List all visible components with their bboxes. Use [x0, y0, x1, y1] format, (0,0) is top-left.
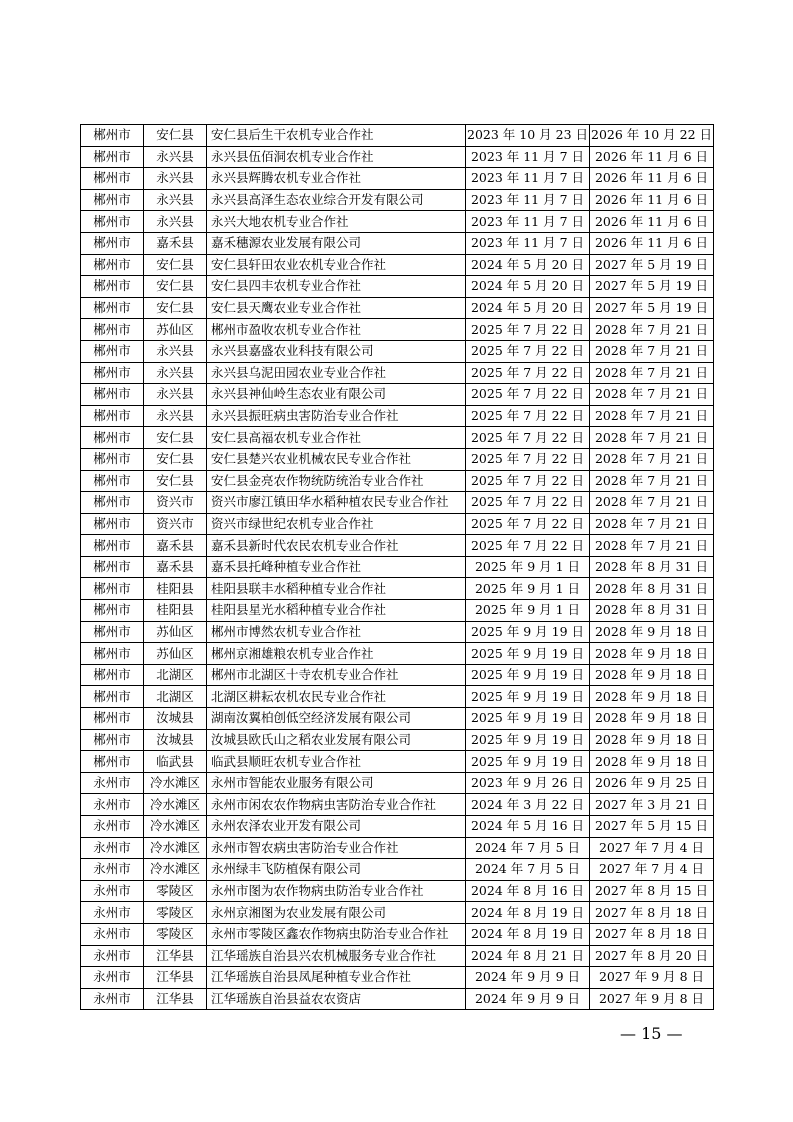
end-date-cell: 2028 年 8 月 31 日 [590, 600, 714, 622]
city-cell: 郴州市 [81, 362, 144, 384]
end-date-cell: 2027 年 9 月 8 日 [590, 988, 714, 1010]
end-date-cell: 2026 年 11 月 6 日 [590, 232, 714, 254]
county-cell: 安仁县 [144, 448, 207, 470]
county-cell: 苏仙区 [144, 319, 207, 341]
end-date-cell: 2027 年 8 月 18 日 [590, 923, 714, 945]
organization-name-cell: 安仁县楚兴农业机械农民专业合作社 [207, 448, 466, 470]
start-date-cell: 2024 年 9 月 9 日 [466, 967, 590, 989]
county-cell: 资兴市 [144, 492, 207, 514]
organization-name-cell: 永州市图为农作物病虫防治专业合作社 [207, 880, 466, 902]
end-date-cell: 2028 年 7 月 21 日 [590, 535, 714, 557]
table-row [81, 859, 714, 881]
start-date-cell: 2025 年 7 月 22 日 [466, 492, 590, 514]
county-cell: 嘉禾县 [144, 232, 207, 254]
city-cell: 郴州市 [81, 384, 144, 406]
end-date-cell: 2027 年 7 月 4 日 [590, 837, 714, 859]
start-date-cell: 2025 年 9 月 19 日 [466, 643, 590, 665]
end-date-cell: 2026 年 11 月 6 日 [590, 146, 714, 168]
table-row [81, 945, 714, 967]
county-cell: 永兴县 [144, 189, 207, 211]
registry-table [80, 124, 714, 1010]
organization-name-cell: 永兴县乌泥田园农业专业合作社 [207, 362, 466, 384]
organization-name-cell: 永州市闲农农作物病虫害防治专业合作社 [207, 794, 466, 816]
organization-name-cell: 安仁县轩田农业农机专业合作社 [207, 254, 466, 276]
city-cell: 郴州市 [81, 448, 144, 470]
end-date-cell: 2028 年 9 月 18 日 [590, 686, 714, 708]
county-cell: 永兴县 [144, 168, 207, 190]
table-row [81, 276, 714, 298]
table-row [81, 535, 714, 557]
start-date-cell: 2023 年 9 月 26 日 [466, 772, 590, 794]
county-cell: 苏仙区 [144, 643, 207, 665]
county-cell: 冷水滩区 [144, 794, 207, 816]
table-row [81, 254, 714, 276]
county-cell: 安仁县 [144, 276, 207, 298]
table-row [81, 902, 714, 924]
organization-name-cell: 安仁县四丰农机专业合作社 [207, 276, 466, 298]
end-date-cell: 2028 年 7 月 21 日 [590, 427, 714, 449]
city-cell: 郴州市 [81, 578, 144, 600]
city-cell: 郴州市 [81, 535, 144, 557]
start-date-cell: 2024 年 5 月 20 日 [466, 276, 590, 298]
start-date-cell: 2023 年 11 月 7 日 [466, 146, 590, 168]
city-cell: 郴州市 [81, 125, 144, 147]
end-date-cell: 2028 年 9 月 18 日 [590, 621, 714, 643]
end-date-cell: 2027 年 8 月 20 日 [590, 945, 714, 967]
organization-name-cell: 永兴县嘉盛农业科技有限公司 [207, 340, 466, 362]
end-date-cell: 2027 年 5 月 19 日 [590, 276, 714, 298]
county-cell: 嘉禾县 [144, 535, 207, 557]
county-cell: 永兴县 [144, 405, 207, 427]
city-cell: 郴州市 [81, 405, 144, 427]
start-date-cell: 2024 年 8 月 19 日 [466, 923, 590, 945]
start-date-cell: 2024 年 7 月 5 日 [466, 859, 590, 881]
start-date-cell: 2023 年 11 月 7 日 [466, 232, 590, 254]
organization-name-cell: 嘉禾县新时代农民农机专业合作社 [207, 535, 466, 557]
city-cell: 郴州市 [81, 600, 144, 622]
table-row [81, 923, 714, 945]
organization-name-cell: 安仁县高福农机专业合作社 [207, 427, 466, 449]
organization-name-cell: 安仁县后生干农机专业合作社 [207, 125, 466, 147]
start-date-cell: 2024 年 5 月 16 日 [466, 816, 590, 838]
table-row [81, 751, 714, 773]
city-cell: 永州市 [81, 772, 144, 794]
table-row [81, 125, 714, 147]
organization-name-cell: 资兴市绿世纪农机专业合作社 [207, 513, 466, 535]
city-cell: 郴州市 [81, 427, 144, 449]
county-cell: 安仁县 [144, 125, 207, 147]
organization-name-cell: 安仁县金亮农作物统防统治专业合作社 [207, 470, 466, 492]
city-cell: 郴州市 [81, 319, 144, 341]
table-row [81, 146, 714, 168]
city-cell: 郴州市 [81, 664, 144, 686]
organization-name-cell: 江华瑶族自治县兴农机械服务专业合作社 [207, 945, 466, 967]
organization-name-cell: 北湖区耕耘农机农民专业合作社 [207, 686, 466, 708]
table-row [81, 988, 714, 1010]
county-cell: 冷水滩区 [144, 816, 207, 838]
county-cell: 安仁县 [144, 297, 207, 319]
registry-table-container [80, 124, 713, 1010]
city-cell: 郴州市 [81, 340, 144, 362]
city-cell: 永州市 [81, 794, 144, 816]
county-cell: 桂阳县 [144, 600, 207, 622]
end-date-cell: 2028 年 7 月 21 日 [590, 384, 714, 406]
start-date-cell: 2025 年 9 月 19 日 [466, 686, 590, 708]
table-body [81, 125, 714, 1010]
end-date-cell: 2026 年 9 月 25 日 [590, 772, 714, 794]
organization-name-cell: 郴州京湘雄粮农机专业合作社 [207, 643, 466, 665]
county-cell: 安仁县 [144, 427, 207, 449]
county-cell: 北湖区 [144, 664, 207, 686]
city-cell: 郴州市 [81, 492, 144, 514]
start-date-cell: 2023 年 11 月 7 日 [466, 168, 590, 190]
start-date-cell: 2024 年 3 月 22 日 [466, 794, 590, 816]
city-cell: 永州市 [81, 967, 144, 989]
end-date-cell: 2027 年 5 月 15 日 [590, 816, 714, 838]
city-cell: 郴州市 [81, 556, 144, 578]
city-cell: 永州市 [81, 837, 144, 859]
table-row [81, 297, 714, 319]
end-date-cell: 2028 年 7 月 21 日 [590, 448, 714, 470]
organization-name-cell: 安仁县天鹰农业专业合作社 [207, 297, 466, 319]
start-date-cell: 2024 年 7 月 5 日 [466, 837, 590, 859]
county-cell: 嘉禾县 [144, 556, 207, 578]
start-date-cell: 2023 年 11 月 7 日 [466, 211, 590, 233]
table-row [81, 600, 714, 622]
county-cell: 桂阳县 [144, 578, 207, 600]
start-date-cell: 2025 年 7 月 22 日 [466, 362, 590, 384]
city-cell: 郴州市 [81, 297, 144, 319]
county-cell: 永兴县 [144, 211, 207, 233]
table-row [81, 621, 714, 643]
end-date-cell: 2026 年 11 月 6 日 [590, 168, 714, 190]
start-date-cell: 2025 年 9 月 1 日 [466, 600, 590, 622]
organization-name-cell: 桂阳县星光水稻种植专业合作社 [207, 600, 466, 622]
county-cell: 汝城县 [144, 708, 207, 730]
end-date-cell: 2028 年 7 月 21 日 [590, 492, 714, 514]
city-cell: 郴州市 [81, 470, 144, 492]
end-date-cell: 2027 年 5 月 19 日 [590, 297, 714, 319]
organization-name-cell: 湖南汝翼柏创低空经济发展有限公司 [207, 708, 466, 730]
start-date-cell: 2025 年 9 月 19 日 [466, 664, 590, 686]
table-row [81, 384, 714, 406]
start-date-cell: 2025 年 9 月 19 日 [466, 621, 590, 643]
county-cell: 冷水滩区 [144, 772, 207, 794]
city-cell: 永州市 [81, 988, 144, 1010]
table-row [81, 513, 714, 535]
city-cell: 郴州市 [81, 621, 144, 643]
organization-name-cell: 嘉禾县托峰种植专业合作社 [207, 556, 466, 578]
county-cell: 安仁县 [144, 254, 207, 276]
organization-name-cell: 郴州市盈收农机专业合作社 [207, 319, 466, 341]
end-date-cell: 2027 年 3 月 21 日 [590, 794, 714, 816]
organization-name-cell: 永州市智能农业服务有限公司 [207, 772, 466, 794]
start-date-cell: 2023 年 11 月 7 日 [466, 189, 590, 211]
end-date-cell: 2027 年 5 月 19 日 [590, 254, 714, 276]
start-date-cell: 2024 年 9 月 9 日 [466, 988, 590, 1010]
table-row [81, 729, 714, 751]
page-number: — 15 — [620, 1024, 683, 1043]
county-cell: 零陵区 [144, 902, 207, 924]
organization-name-cell: 江华瑶族自治县益农农资店 [207, 988, 466, 1010]
organization-name-cell: 永州市零陵区鑫农作物病虫防治专业合作社 [207, 923, 466, 945]
start-date-cell: 2024 年 5 月 20 日 [466, 254, 590, 276]
table-row [81, 556, 714, 578]
county-cell: 永兴县 [144, 340, 207, 362]
start-date-cell: 2025 年 7 月 22 日 [466, 427, 590, 449]
table-row [81, 168, 714, 190]
table-row [81, 708, 714, 730]
county-cell: 零陵区 [144, 880, 207, 902]
table-row [81, 643, 714, 665]
table-row [81, 427, 714, 449]
start-date-cell: 2025 年 7 月 22 日 [466, 470, 590, 492]
organization-name-cell: 永州农泽农业开发有限公司 [207, 816, 466, 838]
organization-name-cell: 永兴县神仙岭生态农业有限公司 [207, 384, 466, 406]
start-date-cell: 2025 年 7 月 22 日 [466, 384, 590, 406]
table-row [81, 967, 714, 989]
county-cell: 苏仙区 [144, 621, 207, 643]
start-date-cell: 2025 年 7 月 22 日 [466, 319, 590, 341]
city-cell: 郴州市 [81, 146, 144, 168]
county-cell: 江华县 [144, 988, 207, 1010]
start-date-cell: 2024 年 5 月 20 日 [466, 297, 590, 319]
county-cell: 资兴市 [144, 513, 207, 535]
end-date-cell: 2027 年 9 月 8 日 [590, 967, 714, 989]
city-cell: 郴州市 [81, 254, 144, 276]
end-date-cell: 2027 年 8 月 18 日 [590, 902, 714, 924]
county-cell: 永兴县 [144, 362, 207, 384]
end-date-cell: 2028 年 8 月 31 日 [590, 556, 714, 578]
organization-name-cell: 永兴县高泽生态农业综合开发有限公司 [207, 189, 466, 211]
end-date-cell: 2027 年 7 月 4 日 [590, 859, 714, 881]
organization-name-cell: 郴州市博然农机专业合作社 [207, 621, 466, 643]
end-date-cell: 2028 年 9 月 18 日 [590, 708, 714, 730]
city-cell: 郴州市 [81, 211, 144, 233]
city-cell: 郴州市 [81, 513, 144, 535]
end-date-cell: 2026 年 11 月 6 日 [590, 211, 714, 233]
county-cell: 临武县 [144, 751, 207, 773]
organization-name-cell: 汝城县欧氏山之稻农业发展有限公司 [207, 729, 466, 751]
organization-name-cell: 嘉禾穗源农业发展有限公司 [207, 232, 466, 254]
organization-name-cell: 永州绿丰飞防植保有限公司 [207, 859, 466, 881]
city-cell: 永州市 [81, 816, 144, 838]
city-cell: 郴州市 [81, 643, 144, 665]
table-row [81, 319, 714, 341]
county-cell: 安仁县 [144, 470, 207, 492]
start-date-cell: 2025 年 9 月 1 日 [466, 556, 590, 578]
table-row [81, 189, 714, 211]
start-date-cell: 2025 年 9 月 19 日 [466, 708, 590, 730]
end-date-cell: 2028 年 9 月 18 日 [590, 729, 714, 751]
end-date-cell: 2028 年 7 月 21 日 [590, 362, 714, 384]
start-date-cell: 2025 年 7 月 22 日 [466, 340, 590, 362]
county-cell: 冷水滩区 [144, 859, 207, 881]
city-cell: 郴州市 [81, 232, 144, 254]
organization-name-cell: 永州京湘图为农业发展有限公司 [207, 902, 466, 924]
city-cell: 永州市 [81, 880, 144, 902]
start-date-cell: 2023 年 10 月 23 日 [466, 125, 590, 147]
table-row [81, 211, 714, 233]
start-date-cell: 2025 年 7 月 22 日 [466, 513, 590, 535]
county-cell: 江华县 [144, 967, 207, 989]
city-cell: 郴州市 [81, 168, 144, 190]
end-date-cell: 2026 年 10 月 22 日 [590, 125, 714, 147]
city-cell: 郴州市 [81, 189, 144, 211]
organization-name-cell: 永兴大地农机专业合作社 [207, 211, 466, 233]
city-cell: 永州市 [81, 902, 144, 924]
city-cell: 郴州市 [81, 276, 144, 298]
end-date-cell: 2028 年 7 月 21 日 [590, 470, 714, 492]
end-date-cell: 2027 年 8 月 15 日 [590, 880, 714, 902]
table-row [81, 492, 714, 514]
end-date-cell: 2028 年 7 月 21 日 [590, 513, 714, 535]
table-row [81, 837, 714, 859]
end-date-cell: 2028 年 7 月 21 日 [590, 340, 714, 362]
county-cell: 江华县 [144, 945, 207, 967]
table-row [81, 362, 714, 384]
start-date-cell: 2024 年 8 月 21 日 [466, 945, 590, 967]
county-cell: 冷水滩区 [144, 837, 207, 859]
table-row [81, 340, 714, 362]
start-date-cell: 2025 年 9 月 19 日 [466, 729, 590, 751]
county-cell: 永兴县 [144, 146, 207, 168]
end-date-cell: 2026 年 11 月 6 日 [590, 189, 714, 211]
table-row [81, 448, 714, 470]
table-row [81, 470, 714, 492]
county-cell: 零陵区 [144, 923, 207, 945]
table-row [81, 232, 714, 254]
end-date-cell: 2028 年 9 月 18 日 [590, 751, 714, 773]
start-date-cell: 2025 年 7 月 22 日 [466, 535, 590, 557]
start-date-cell: 2024 年 8 月 16 日 [466, 880, 590, 902]
organization-name-cell: 永兴县伍佰洞农机专业合作社 [207, 146, 466, 168]
start-date-cell: 2025 年 7 月 22 日 [466, 448, 590, 470]
end-date-cell: 2028 年 9 月 18 日 [590, 664, 714, 686]
end-date-cell: 2028 年 7 月 21 日 [590, 319, 714, 341]
table-row [81, 686, 714, 708]
organization-name-cell: 永兴县辉腾农机专业合作社 [207, 168, 466, 190]
table-row [81, 405, 714, 427]
end-date-cell: 2028 年 7 月 21 日 [590, 405, 714, 427]
organization-name-cell: 临武县顺旺农机专业合作社 [207, 751, 466, 773]
start-date-cell: 2025 年 7 月 22 日 [466, 405, 590, 427]
county-cell: 汝城县 [144, 729, 207, 751]
table-row [81, 816, 714, 838]
end-date-cell: 2028 年 9 月 18 日 [590, 643, 714, 665]
organization-name-cell: 永兴县振旺病虫害防治专业合作社 [207, 405, 466, 427]
city-cell: 郴州市 [81, 686, 144, 708]
start-date-cell: 2025 年 9 月 1 日 [466, 578, 590, 600]
table-row [81, 880, 714, 902]
county-cell: 北湖区 [144, 686, 207, 708]
organization-name-cell: 永州市智农病虫害防治专业合作社 [207, 837, 466, 859]
table-row [81, 664, 714, 686]
end-date-cell: 2028 年 8 月 31 日 [590, 578, 714, 600]
organization-name-cell: 江华瑶族自治县凤尾种植专业合作社 [207, 967, 466, 989]
table-row [81, 772, 714, 794]
city-cell: 郴州市 [81, 708, 144, 730]
organization-name-cell: 桂阳县联丰水稻种植专业合作社 [207, 578, 466, 600]
table-row [81, 578, 714, 600]
start-date-cell: 2024 年 8 月 19 日 [466, 902, 590, 924]
organization-name-cell: 郴州市北湖区十寺农机专业合作社 [207, 664, 466, 686]
table-row [81, 794, 714, 816]
city-cell: 永州市 [81, 923, 144, 945]
city-cell: 永州市 [81, 945, 144, 967]
city-cell: 郴州市 [81, 729, 144, 751]
organization-name-cell: 资兴市廖江镇田华水稻种植农民专业合作社 [207, 492, 466, 514]
city-cell: 郴州市 [81, 751, 144, 773]
city-cell: 永州市 [81, 859, 144, 881]
start-date-cell: 2025 年 9 月 19 日 [466, 751, 590, 773]
county-cell: 永兴县 [144, 384, 207, 406]
